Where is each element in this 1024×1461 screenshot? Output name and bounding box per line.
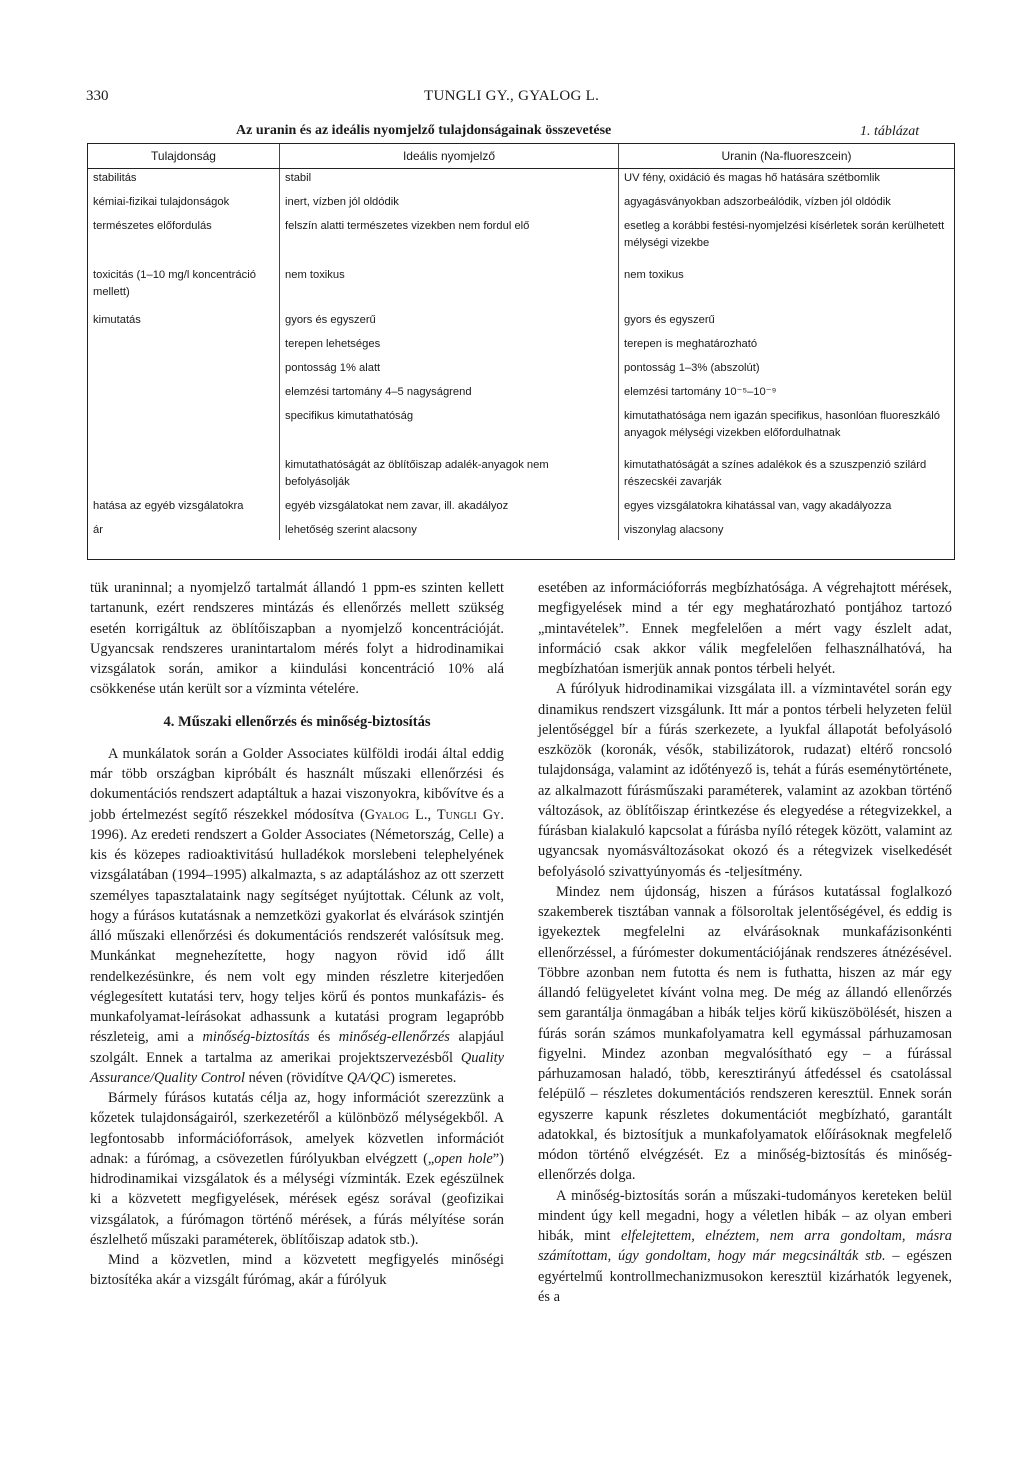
column-header-ideal: Ideális nyomjelző bbox=[280, 144, 619, 169]
cell-ideal: pontosság 1% alatt bbox=[280, 354, 619, 378]
table-row bbox=[88, 253, 954, 302]
cell-property: toxicitás (1–10 mg/l koncentráció mellett) bbox=[93, 269, 256, 298]
cell-uranin: nem toxikus bbox=[619, 253, 955, 302]
column-header-uranin: Uranin (Na-fluoreszcein) bbox=[619, 144, 955, 169]
cell-uranin: viszonylag alacsony bbox=[619, 516, 955, 540]
paragraph: A minőség-biztosítás során a műszaki-tudományos kereteken belül mindent úgy kell megadni, hogy a véletlen hibák – az olyan emberi hibák, mint elfelejtettem, elnéztem, nem arra gondoltam, másra számítottam, úgy gondoltam, hogy már megcsinálták stb. – egészen egyértelmű kontrollmechanizmusokon keresztül kizárhatók legyenek, és a bbox=[538, 1187, 952, 1305]
running-head: TUNGLI GY., GYALOG L. bbox=[424, 88, 600, 104]
table-row bbox=[88, 516, 954, 540]
cell-uranin: egyes vizsgálatokra kihatással van, vagy akadályozza bbox=[619, 492, 955, 516]
cell-ideal: elemzési tartomány 4–5 nagyságrend bbox=[280, 378, 619, 402]
paragraph: A fúrólyuk hidrodinamikai vizsgálata ill. a vízmintavétel során egy dinamikus rendszert vizsgálunk. Itt már a pontos térbeli helyzeten felül jelentőséggel bír a fúrás szerkezete, a lyukfal állapotát befolyásoló eszközök (koronák, vésők, stabilizátorok, rudazat) eltérő roncsoló tulajdonsága, valamint az időtényező is, tehát a fúrás eseménytörténete, az alkalmazott fúrásműszaki paraméterek, valamint az azokban történő változások, az öblítőiszap érintkezése és elegyedése a rétegvizekkel, a fúrásban kialakuló kapcsolat a fúrásba nyíló rétegek között, valamint az ugyancsak nyomásváltozásokat okozó és a rétegvizek viselkedését befolyásoló szivattyúnyomás és -teljesítmény. bbox=[538, 681, 952, 880]
page-number: 330 bbox=[86, 88, 109, 104]
table-row bbox=[88, 330, 954, 354]
table-row bbox=[88, 169, 954, 189]
table-header-row bbox=[88, 144, 954, 169]
paragraph: Mind a közvetlen, mind a közvetett megfigyelés minőségi biztosítéka akár a vizsgált fúrómag, akár a fúrólyuk bbox=[90, 1252, 504, 1289]
paragraph: Bármely fúrásos kutatás célja az, hogy információt szerezzünk a kőzetek tulajdonságairól, szerkezetéről a különböző mélységekből. A legfontosabb információforrások, amelyek közvetlen információt adnak: a fúrómag, a csövezetlen fúrólyukban elvégzett („open hole”) hidrodinamikai vizsgálatok és a mélységi vízminták. Ezek egészülnek ki a közvetett megfigyelések, mérések egész sorával (geofizikai vizsgálatok, a fúrómagon történő mérések, a fúrás mélyítése során észlelhető műszaki paraméterek, öblítőiszap adatok stb.). bbox=[90, 1090, 504, 1248]
cell-ideal: nem toxikus bbox=[280, 253, 619, 302]
table-label: 1. táblázat bbox=[860, 124, 920, 139]
cell-uranin: agyagásványokban adszorbeálódik, vízben jól oldódik bbox=[619, 188, 955, 212]
properties-table bbox=[88, 144, 954, 540]
cell-uranin: kimutathatóságát a színes adalékok és a szuszpenzió szilárd részecskéi zavarják bbox=[619, 443, 955, 492]
table-row bbox=[88, 443, 954, 492]
table-row bbox=[88, 212, 954, 253]
paragraph: Mindez nem újdonság, hiszen a fúrásos kutatással foglalkozó szakemberek tisztában vannak a fölsoroltak jelentőségével, és eddig is igyekeztek megfelelni az elvárásoknak munkafázisonkénti ellenőrzéssel, a fúrómester dokumentációjának rendszeres átnézésével. Többre azonban nem futotta és nem is futhatta, hiszen az már egy állandó felügyeletet kívánt volna meg. De még az állandó ellenőrzés sem garantálja önmagában a hibák teljes körű kiküszöbölését, hiszen a fúrás során számos munkafolyamatra kell egymással párhuzamosan figyelni. Mindez azonban megvalósítható egy – a fúrással párhuzamosan haladó, több, keresztirányú átfedéssel és csatolással felépülő – részletes dokumentációs rendszeren keresztül. Ennek során egyszerre kapunk részletes dokumentációt megbízható, garantált adatokkal, és biztosítjuk a munkafolyamatok előírásoknak megfelelő módon történő elvégzését. Ez a minőség-biztosítás és minőség-ellenőrzés dolga. bbox=[538, 883, 952, 1184]
cell-uranin: terepen is meghatározható bbox=[619, 330, 955, 354]
cell-property bbox=[88, 378, 280, 402]
cell-property: kémiai-fizikai tulajdonságok bbox=[93, 196, 230, 208]
cell-ideal: stabil bbox=[280, 169, 619, 189]
cell-ideal: felszín alatti természetes vizekben nem fordul elő bbox=[280, 212, 619, 253]
cell-ideal: gyors és egyszerű bbox=[280, 302, 619, 330]
cell-ideal: specifikus kimutathatóság bbox=[280, 402, 619, 443]
left-column bbox=[90, 578, 504, 1307]
cell-property: stabilitás bbox=[93, 172, 137, 184]
cell-property bbox=[88, 354, 280, 378]
table-caption: Az uranin és az ideális nyomjelző tulajdonságainak összevetése bbox=[236, 123, 612, 138]
cell-property: ár bbox=[93, 524, 103, 536]
citation: Gyalog L., Tungli Gy. 1996 bbox=[90, 806, 504, 843]
cell-property bbox=[88, 330, 280, 354]
table-row bbox=[88, 188, 954, 212]
column-header-property: Tulajdonság bbox=[88, 144, 280, 169]
cell-uranin: esetleg a korábbi festési-nyomjelzési kísérletek során kerülhetett mélységi vizekbe bbox=[619, 212, 955, 253]
right-column bbox=[538, 578, 952, 1307]
cell-uranin: elemzési tartomány 10⁻⁵–10⁻⁹ bbox=[619, 378, 955, 402]
cell-property: természetes előfordulás bbox=[93, 220, 212, 232]
cell-uranin: UV fény, oxidáció és magas hő hatására szétbomlik bbox=[619, 169, 955, 189]
cell-ideal: terepen lehetséges bbox=[280, 330, 619, 354]
table-row bbox=[88, 354, 954, 378]
cell-property: kimutatás bbox=[93, 314, 141, 326]
cell-uranin: kimutathatósága nem igazán specifikus, hasonlóan fluoreszkáló anyagok mélységi vizekben előfordulhatnak bbox=[619, 402, 955, 443]
cell-uranin: pontosság 1–3% (abszolút) bbox=[619, 354, 955, 378]
cell-uranin: gyors és egyszerű bbox=[619, 302, 955, 330]
cell-property bbox=[88, 443, 280, 492]
cell-property: hatása az egyéb vizsgálatokra bbox=[93, 500, 244, 512]
body-text bbox=[90, 578, 952, 1307]
table-row bbox=[88, 302, 954, 330]
table-row bbox=[88, 492, 954, 516]
section-heading: 4. Műszaki ellenőrzés és minőség-biztosítás bbox=[163, 713, 431, 730]
comparison-table bbox=[87, 143, 955, 560]
paragraph: tük uraninnal; a nyomjelző tartalmát állandó 1 ppm-es szinten kellett tartanunk, ezért rendszeres mintázás és ellenőrzés mellett szükség esetén korrigáltuk az öblítőiszapban a nyomjelző koncentrációját. Ugyancsak rendszeres uranintartalom mérés folyt a hidrodinamikai vizsgálatok során, amikor a kiindulási koncentráció 10% alá csökkenése után került sor a vízminta vételére. bbox=[90, 580, 504, 698]
cell-ideal: inert, vízben jól oldódik bbox=[280, 188, 619, 212]
paragraph: A munkálatok során a Golder Associates külföldi irodái által eddig már több országban kipróbált és használt műszaki ellenőrzési és dokumentációs rendszert adaptáltuk a hazai viszonyokra, kibővítve és a jobb értelmezést segítő részekkel módosítva (Gyalog L., Tungli Gy. 1996). Az eredeti rendszert a Golder Associates (Németország, Celle) a kis és közepes radioaktivitású hulladékok morslebeni telephelyének vizsgálatában (1994–1995) alkalmazta, s az adaptáláshoz az ott szerzett személyes tapasztalataink nagy segítséget nyújtottak. Célunk az volt, hogy a fúrásos kutatásnak a nemzetközi gyakorlat és elvárások szintjén álló műszaki ellenőrzési és dokumentációs rendszerét valósítsuk meg. Munkánkat megnehezítette, hogy nagyon rövid idő állt rendelkezésünkre, és nem volt egy minden részletre kiterjedően véglegesített kutatási terv, hogy teljes körű és pontos munkafázis- és munkafolyamat-leírásokat adhassunk a kutatási program legapróbb részleteig, ami a minőség-biztosítás és minőség-ellenőrzés alapjául szolgált. Ennek a tartalma az amerikai projektszervezésből Quality Assurance/Quality Control néven (rövidítve QA/QC) ismeretes. bbox=[90, 745, 504, 1086]
paragraph: esetében az információforrás megbízhatósága. A végrehajtott mérések, megfigyelések mind a tér egy meghatározható pontjához tartozó „mintavételek”. Ennek megfelelően a mért vagy észlelt adat, információ csak akkor válik megfelelően felhasználhatóvá, ha megbízhatóan ismerjük annak pontos térbeli helyét. bbox=[538, 580, 952, 677]
cell-property bbox=[88, 402, 280, 443]
table-row bbox=[88, 378, 954, 402]
cell-ideal: lehetőség szerint alacsony bbox=[280, 516, 619, 540]
cell-ideal: egyéb vizsgálatokat nem zavar, ill. akadályoz bbox=[280, 492, 619, 516]
table-row bbox=[88, 402, 954, 443]
cell-ideal: kimutathatóságát az öblítőiszap adalék-anyagok nem befolyásolják bbox=[280, 443, 619, 492]
